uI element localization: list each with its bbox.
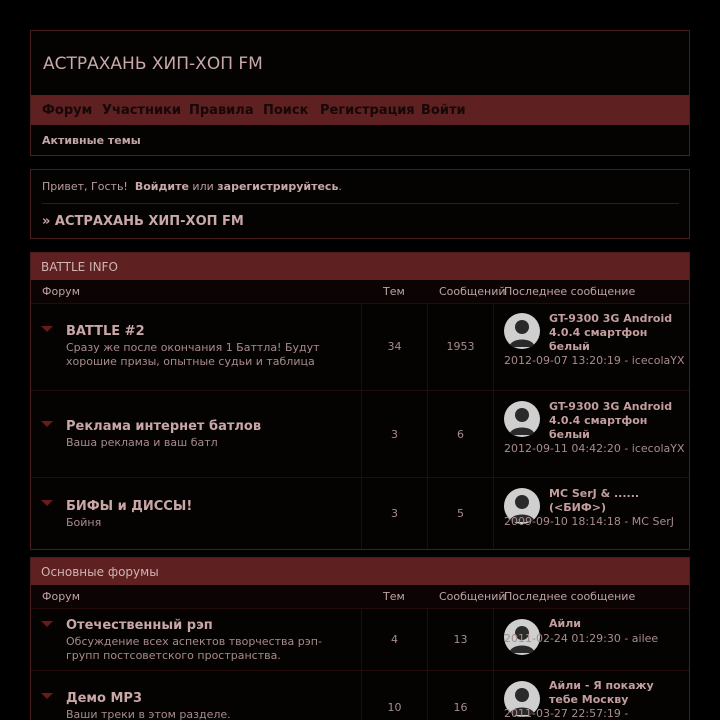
column-header bbox=[31, 280, 689, 303]
forum-description: Обсуждение всех аспектов творчества рэп-групп постсоветского пространства. bbox=[66, 635, 322, 662]
forum-title[interactable]: Реклама интернет батлов bbox=[66, 419, 262, 434]
forum-marker-icon bbox=[41, 500, 53, 506]
topic-count: 4 bbox=[391, 633, 398, 646]
forum-description: Сразу же после окончания 1 Баттла! Будут хорошие призы, опытные судьи и таблица bbox=[66, 341, 320, 368]
post-count: 5 bbox=[457, 507, 464, 520]
forum-marker-icon bbox=[41, 326, 53, 332]
last-post-title[interactable]: MC SerJ & ...... (<БИФ>) bbox=[549, 487, 640, 514]
post-count: 1953 bbox=[446, 340, 475, 353]
forum-marker-icon bbox=[41, 421, 53, 427]
post-count: 16 bbox=[453, 701, 468, 714]
site-title[interactable]: АСТРАХАНЬ ХИП-ХОП FM bbox=[43, 54, 263, 74]
forum-description: Бойня bbox=[66, 516, 102, 529]
last-post-meta: 2012-09-07 13:20:19 - icecolaYX bbox=[504, 354, 685, 367]
last-post-meta: 2009-09-10 18:14:18 - MC SerJ bbox=[504, 515, 674, 528]
site-header bbox=[30, 30, 690, 156]
forum-row bbox=[31, 477, 689, 549]
last-post-title[interactable]: GT-9300 3G Android 4.0.4 смартфон белый bbox=[549, 400, 673, 441]
topic-count: 10 bbox=[387, 701, 402, 714]
section-header bbox=[31, 558, 689, 585]
forum-title[interactable]: BATTLE #2 bbox=[66, 324, 145, 339]
column-header bbox=[31, 585, 689, 608]
forum-description: Ваша реклама и ваш батл bbox=[66, 436, 218, 449]
forum-marker-icon bbox=[41, 621, 53, 627]
forum-row bbox=[31, 670, 689, 720]
login-link[interactable]: Войдите bbox=[134, 180, 189, 193]
col-last-post: Последнее сообщение bbox=[504, 590, 636, 603]
last-post-meta: 2011-02-24 01:29:30 - ailee bbox=[504, 632, 659, 645]
or-text: или bbox=[192, 180, 214, 193]
section-title[interactable]: BATTLE INFO bbox=[41, 260, 118, 274]
nav-search[interactable]: Поиск bbox=[263, 103, 309, 118]
col-forum: Форум bbox=[42, 590, 80, 603]
post-count: 13 bbox=[453, 633, 468, 646]
nav-members[interactable]: Участники bbox=[102, 103, 181, 118]
col-posts: Сообщений bbox=[439, 285, 506, 298]
topic-count: 34 bbox=[387, 340, 402, 353]
forum-section-battle-info bbox=[30, 252, 690, 550]
forum-description: Ваши треки в этом разделе. bbox=[66, 708, 231, 720]
forum-row bbox=[31, 390, 689, 477]
topic-count: 3 bbox=[391, 428, 398, 441]
col-last-post: Последнее сообщение bbox=[504, 285, 636, 298]
section-title[interactable]: Основные форумы bbox=[41, 565, 159, 579]
col-posts: Сообщений bbox=[439, 590, 506, 603]
forum-row bbox=[31, 303, 689, 390]
forum-row bbox=[31, 608, 689, 670]
last-post-title[interactable]: Айли bbox=[549, 617, 581, 630]
welcome-box bbox=[30, 169, 690, 239]
topic-count: 3 bbox=[391, 507, 398, 520]
nav-forum[interactable]: Форум bbox=[42, 103, 93, 118]
nav-login[interactable]: Войти bbox=[421, 103, 466, 118]
greeting-text: Привет, Гость! bbox=[42, 180, 128, 193]
col-topics: Тем bbox=[383, 590, 405, 603]
active-topics-link[interactable]: Активные темы bbox=[42, 134, 141, 147]
col-forum: Форум bbox=[42, 285, 80, 298]
welcome-greeting bbox=[42, 180, 342, 193]
avatar-icon[interactable] bbox=[504, 313, 540, 349]
last-post-meta: 2012-09-11 04:42:20 - icecolaYX bbox=[504, 442, 685, 455]
last-post-meta: 2011-03-27 22:57:19 - bbox=[504, 707, 629, 720]
breadcrumb[interactable]: » АСТРАХАНЬ ХИП-ХОП FM bbox=[42, 214, 244, 229]
col-topics: Тем bbox=[383, 285, 405, 298]
post-count: 6 bbox=[457, 428, 464, 441]
main-nav bbox=[31, 95, 689, 125]
register-link[interactable]: зарегистрируйтесь bbox=[217, 180, 339, 193]
nav-register[interactable]: Регистрация bbox=[320, 103, 415, 118]
greeting-period: . bbox=[338, 180, 342, 193]
avatar-icon[interactable] bbox=[504, 401, 540, 437]
last-post-title[interactable]: Айли - Я покажу тебе Москву bbox=[549, 679, 654, 706]
forum-marker-icon bbox=[41, 693, 53, 699]
welcome-divider bbox=[42, 203, 679, 204]
forum-title[interactable]: БИФЫ и ДИССЫ! bbox=[66, 499, 193, 514]
last-post-title[interactable]: GT-9300 3G Android 4.0.4 смартфон белый bbox=[549, 312, 673, 353]
section-header bbox=[31, 253, 689, 280]
forum-title[interactable]: Отечественный рэп bbox=[66, 618, 213, 633]
forum-title[interactable]: Демо MP3 bbox=[66, 691, 142, 706]
forum-section-main bbox=[30, 557, 690, 720]
nav-rules[interactable]: Правила bbox=[189, 103, 254, 118]
